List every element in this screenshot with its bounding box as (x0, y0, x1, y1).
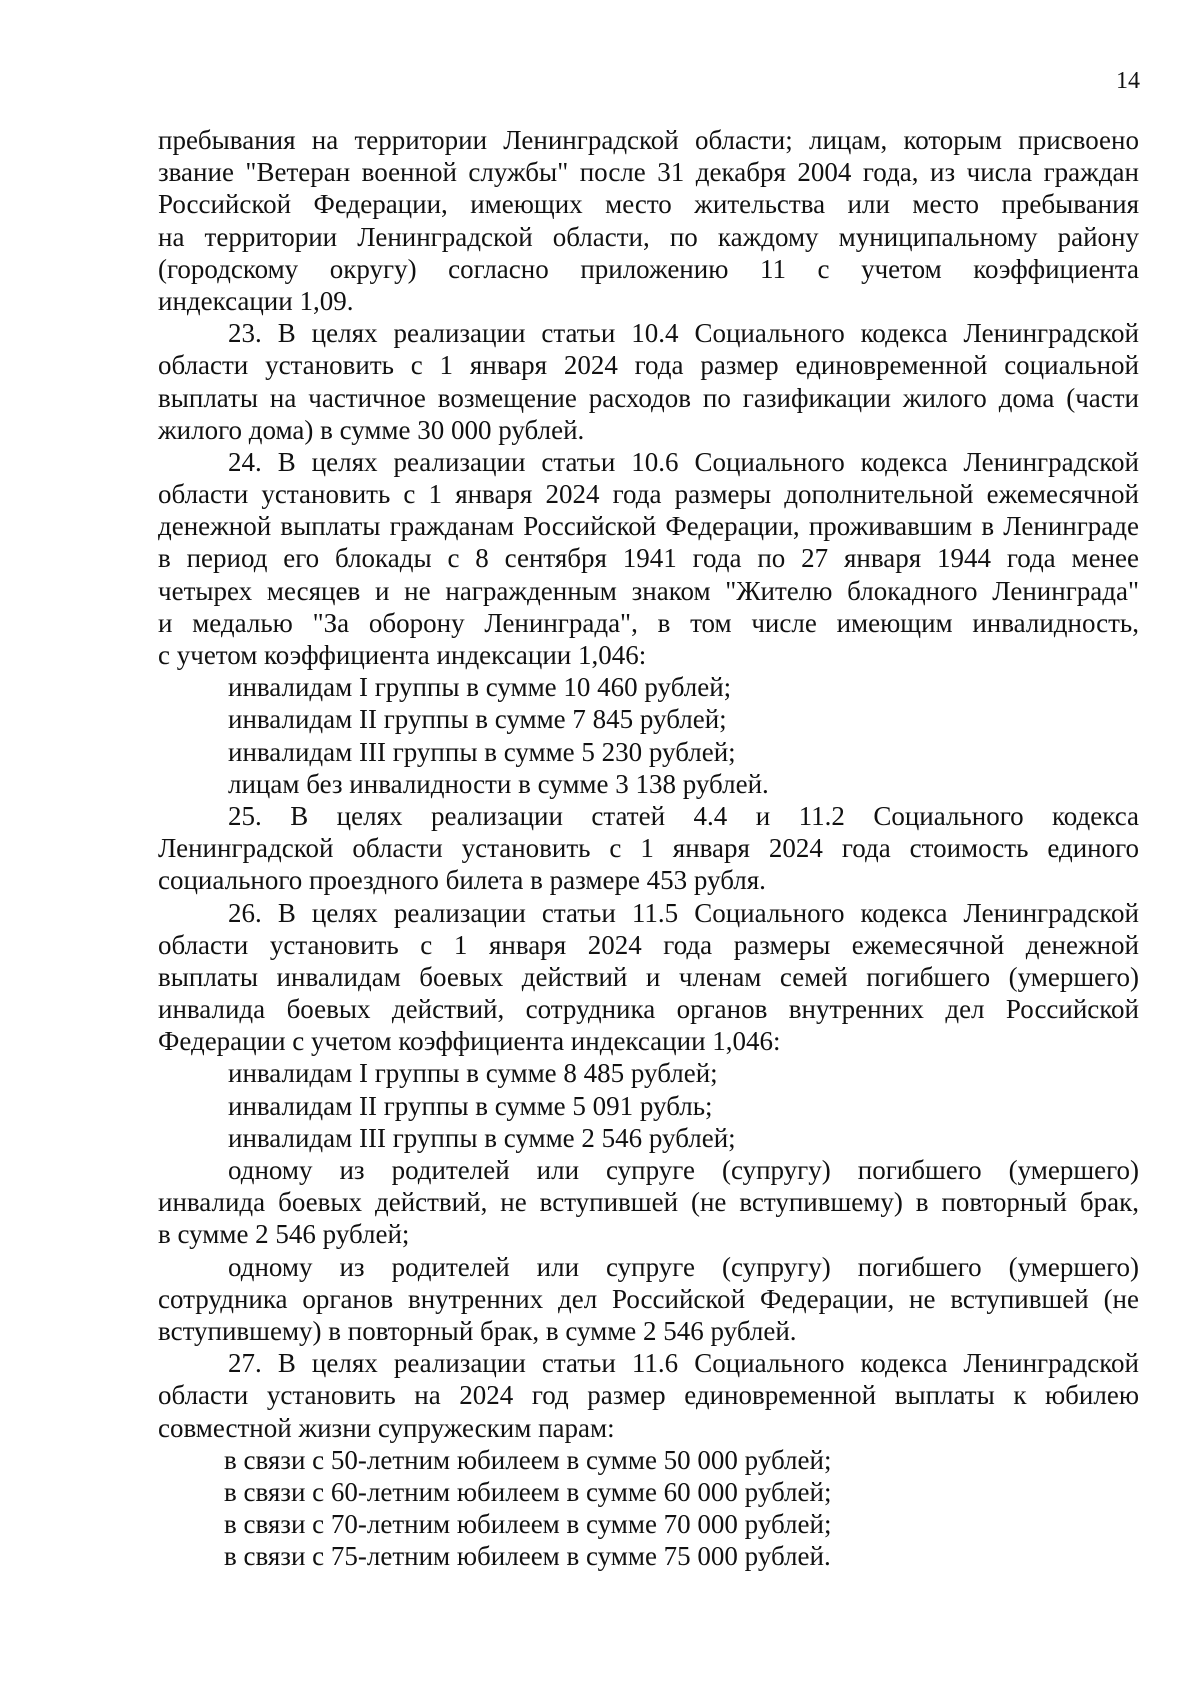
text-line: области установить с 1 января 2024 года размеры дополнительной ежемесячной (158, 479, 1139, 510)
paragraph-first-line: 27. В целях реализации статьи 11.6 Социального кодекса Ленинградской (228, 1348, 1139, 1379)
paragraph-first-line: 26. В целях реализации статьи 11.5 Социального кодекса Ленинградской (228, 897, 1139, 928)
paragraph-first-line: 23. В целях реализации статьи 10.4 Социального кодекса Ленинградской (228, 318, 1139, 349)
text-line: Ленинградской области установить с 1 января 2024 года стоимость единого (158, 833, 1139, 864)
paragraph-last-line: в сумме 2 546 рублей; (158, 1219, 410, 1250)
paragraph-first-line: 25. В целях реализации статей 4.4 и 11.2 Социального кодекса (228, 800, 1139, 831)
paragraph-last-line: Федерации с учетом коэффициента индексации 1,046: (158, 1026, 781, 1057)
list-item: инвалидам II группы в сумме 7 845 рублей; (228, 704, 727, 735)
list-item: в связи с 70-летним юбилеем в сумме 70 000 рублей; (224, 1509, 832, 1540)
page-number: 14 (1116, 68, 1140, 94)
text-line: выплаты на частичное возмещение расходов по газификации жилого дома (части (158, 382, 1139, 413)
list-item: инвалидам I группы в сумме 10 460 рублей; (228, 672, 732, 703)
list-item: лицам без инвалидности в сумме 3 138 рублей. (228, 768, 769, 799)
list-item: в связи с 50-летним юбилеем в сумме 50 000 рублей; (224, 1444, 832, 1475)
text-line: на территории Ленинградской области, по каждому муниципальному району (158, 221, 1139, 252)
list-item: инвалидам III группы в сумме 5 230 рублей; (228, 736, 736, 767)
text-line: области установить с 1 января 2024 года размеры ежемесячной денежной (158, 929, 1139, 960)
paragraph-last-line: жилого дома) в сумме 30 000 рублей. (158, 414, 585, 445)
text-line: выплаты инвалидам боевых действий и членам семей погибшего (умершего) (158, 961, 1139, 992)
text-line: четырех месяцев и не награжденным знаком "Жителю блокадного Ленинграда" (158, 575, 1139, 606)
text-line: инвалида боевых действий, не вступившей (не вступившему) в повторный брак, (158, 1187, 1139, 1218)
paragraph-last-line: вступившему) в повторный брак, в сумме 2 546 рублей. (158, 1315, 797, 1346)
list-item: инвалидам III группы в сумме 2 546 рублей; (228, 1122, 736, 1153)
list-item: инвалидам I группы в сумме 8 485 рублей; (228, 1058, 718, 1089)
text-line: в период его блокады с 8 сентября 1941 года по 27 января 1944 года менее (158, 543, 1139, 574)
text-line: и медалью "За оборону Ленинграда", в том числе имеющим инвалидность, (158, 607, 1139, 638)
text-line: области установить на 2024 год размер единовременной выплаты к юбилею (158, 1380, 1139, 1411)
paragraph-last-line: социального проездного билета в размере 453 рубля. (158, 865, 766, 896)
list-item: в связи с 60-летним юбилеем в сумме 60 000 рублей; (224, 1476, 832, 1507)
text-line: денежной выплаты гражданам Российской Федерации, проживавшим в Ленинграде (158, 511, 1139, 542)
text-line: звание "Ветеран военной службы" после 31 декабря 2004 года, из числа граждан (158, 157, 1139, 188)
document-body (158, 124, 1139, 1572)
paragraph-last-line: с учетом коэффициента индексации 1,046: (158, 640, 647, 670)
paragraph-first-line: 24. В целях реализации статьи 10.6 Социального кодекса Ленинградской (228, 446, 1139, 477)
text-line: инвалида боевых действий, сотрудника органов внутренних дел Российской (158, 994, 1139, 1025)
list-item: инвалидам II группы в сумме 5 091 рубль; (228, 1090, 713, 1121)
paragraph-last-line: индексации 1,09. (158, 285, 354, 316)
list-item: в связи с 75-летним юбилеем в сумме 75 000 рублей. (224, 1541, 831, 1572)
text-line: (городскому округу) согласно приложению 11 с учетом коэффициента (158, 253, 1139, 284)
paragraph-first-line: одному из родителей или супруге (супругу) погибшего (умершего) (228, 1251, 1139, 1282)
text-line: области установить с 1 января 2024 года размер единовременной социальной (158, 350, 1139, 381)
text-line: сотрудника органов внутренних дел Российской Федерации, не вступившей (не (158, 1283, 1139, 1314)
text-line: Российской Федерации, имеющих место жительства или место пребывания (158, 189, 1139, 220)
text-line: пребывания на территории Ленинградской области; лицам, которым присвоено (158, 125, 1139, 155)
paragraph-last-line: совместной жизни супружеским парам: (158, 1412, 615, 1443)
paragraph-first-line: одному из родителей или супруге (супругу) погибшего (умершего) (228, 1155, 1139, 1185)
